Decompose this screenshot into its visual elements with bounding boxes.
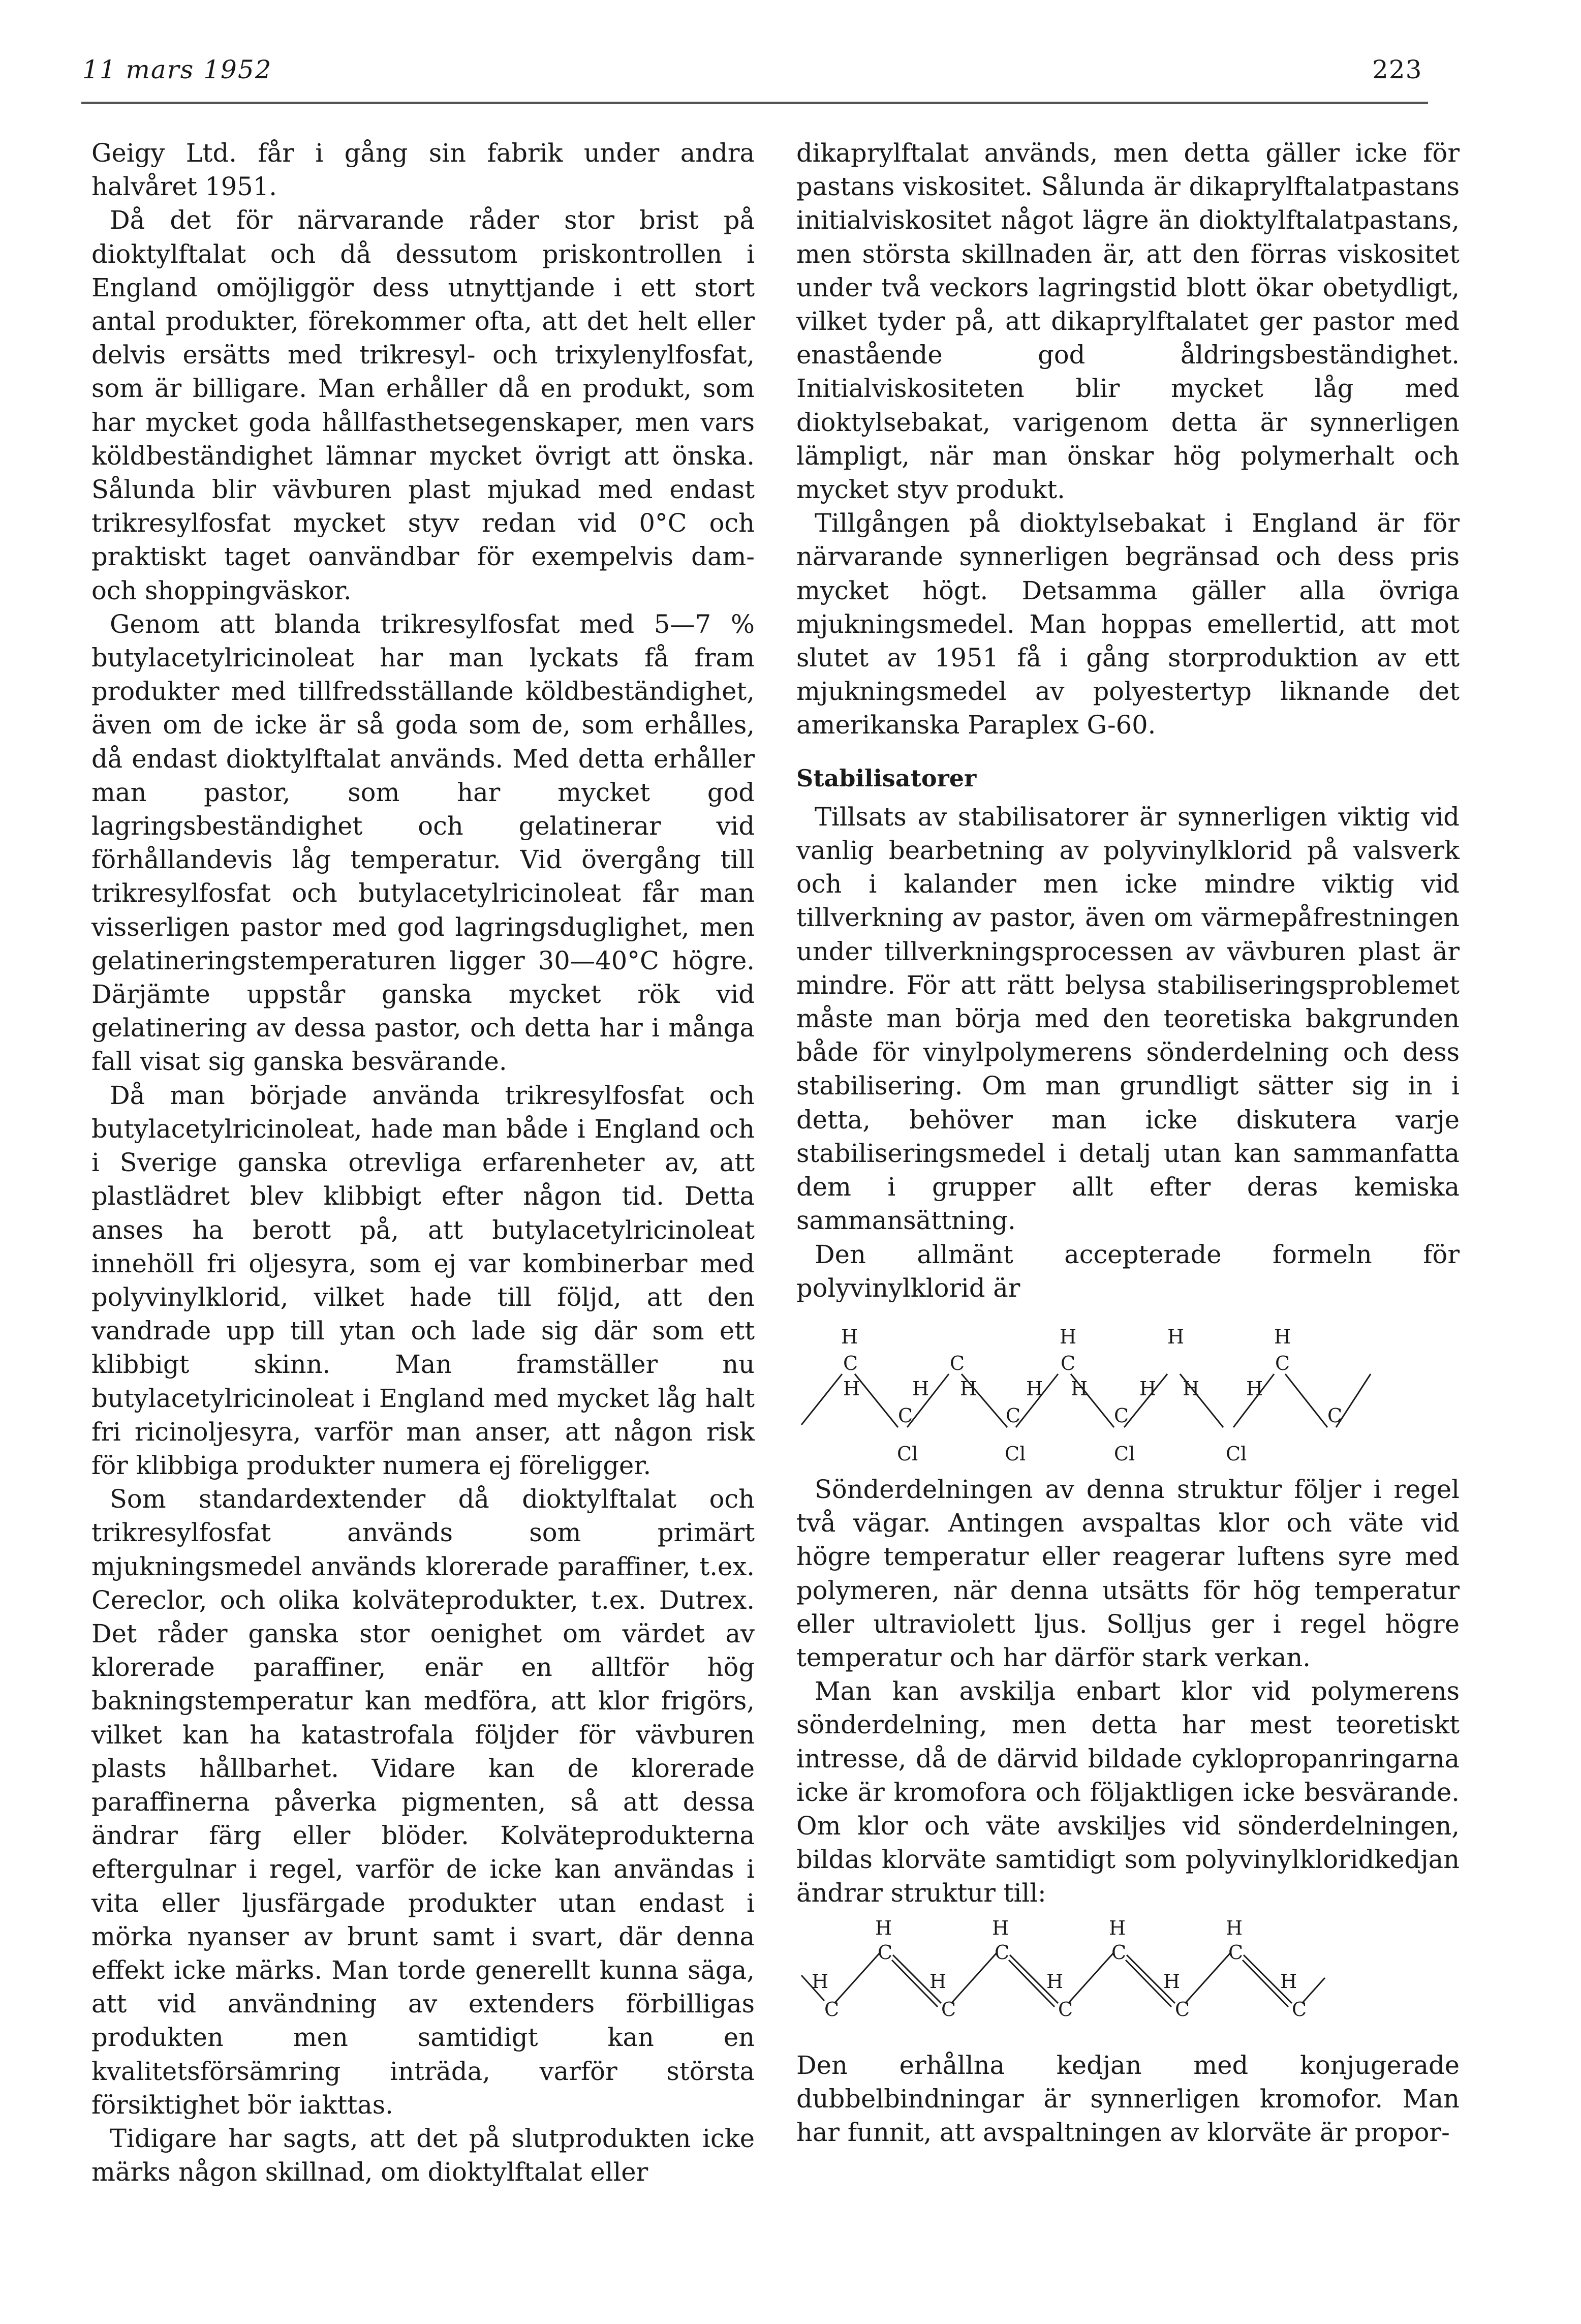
formula1-cl: Cl <box>1226 1442 1247 1465</box>
header-date: 11 mars 1952 <box>82 55 272 84</box>
formula1-lower-c: C <box>898 1404 913 1427</box>
formula2-upper-c: C <box>1111 1941 1127 1964</box>
formula1-lower-c: C <box>1327 1404 1343 1427</box>
formula2-top-h: H <box>992 1916 1009 1939</box>
right-column <box>796 136 1460 2149</box>
formula2-mid-h: H <box>812 1970 829 1993</box>
formula1-top-h: H <box>1274 1325 1291 1348</box>
formula2-upper-c: C <box>1228 1941 1244 1964</box>
section-heading: Stabilisatorer <box>796 764 977 792</box>
pvc-formula <box>796 1313 1460 1471</box>
formula2-top-h: H <box>1109 1916 1126 1939</box>
conjugated-chain-diagram <box>796 1914 1460 2041</box>
formula1-side-h: H <box>1071 1377 1088 1400</box>
paragraph: Som standardextender då dioktylftalat och trikresylfosfat används som primärt mjukningsmedel används klorerade paraffiner, t.ex. Cereclor, och olika kolväteprodukter, t.ex. Dutrex. Det råder ganska stor oenighet om värdet av klorerade paraffiner, enär en alltför hög bakningstemperatur kan medföra, att klor frigörs, vilket kan ha katastrofala följder för vävburen plasts hållbarhet. Vidare kan de klorerade paraffinerna påverka pigmenten, så att dessa ändrar färg eller blöder. Kolväteprodukterna eftergulnar i regel, varför de icke kan användas i vita eller ljusfärgade produkter utan endast i mörka nyanser av brunt samt i svart, där denna effekt icke märks. Man torde generellt kunna säga, att vid användning av extenders förbilligas produkten men samtidigt kan en kvalitetsförsämring inträda, varför största försiktighet bör iakttas. <box>91 1484 755 2120</box>
paragraph: Tillsats av stabilisatorer är synnerligen viktig vid vanlig bearbetning av polyvinylklorid på valsverk och i kalander men icke mindre viktig vid tillverkning av pastor, även om värmepåfrestningen under tillverkningsprocessen av vävburen plast är mindre. För att rätt belysa stabiliseringsproblemet måste man börja med den teoretiska bakgrunden både för vinylpolymerens sönderdelning och dess stabilisering. Om man grundligt sätter sig in i detta, behöver man icke diskutera varje stabiliseringsmedel i detalj utan kan sammanfatta dem i grupper allt efter deras kemiska sammansättning. <box>796 802 1460 1236</box>
paragraph: Genom att blanda trikresylfosfat med 5—7 % butylacetylricinoleat har man lyckats få fram produkter med tillfredsställande köldbeständighet, även om de icke är så goda som de, som erhålles, då endast dioktylftalat används. Med detta erhåller man pastor, som har mycket god lagringsbeständighet och gelatinerar vid förhållandevis låg temperatur. Vid övergång till trikresylfosfat och butylacetylricinoleat får man visserligen pastor med god lagringsduglighet, men gelatineringstemperaturen ligger 30—40°C högre. Därjämte uppstår ganska mycket rök vid gelatinering av dessa pastor, och detta har i många fall visat sig ganska besvärande. <box>91 609 755 1077</box>
paragraph: dikaprylftalat används, men detta gäller icke för pastans viskositet. Sålunda är dikaprylftalatpastans initialviskositet något lägre än dioktylftalatpastans, men största skillnaden är, att den förras viskositet under två veckors lagringstid blott ökar obetydligt, vilket tyder på, att dikaprylftalatet ger pastor med enastående god åldringsbeständighet. Initialviskositeten blir mycket låg med dioktylsebakat, varigenom detta är synnerligen lämpligt, när man önskar hög polymerhalt och mycket styv produkt. <box>796 138 1460 505</box>
formula2-lower-c: C <box>824 1998 840 2021</box>
formula1-side-h: H <box>1026 1377 1043 1400</box>
formula1-upper-c: C <box>1275 1352 1290 1374</box>
formula1-cl: Cl <box>897 1442 918 1465</box>
formula1-side-h: H <box>1183 1377 1200 1400</box>
formula1-cl: Cl <box>1005 1442 1026 1465</box>
formula2-mid-h: H <box>929 1970 947 1993</box>
paragraph: Tidigare har sagts, att det på slutprodukten icke märks någon skillnad, om dioktylftalat eller <box>91 2123 755 2187</box>
formula1-cl: Cl <box>1114 1442 1135 1465</box>
left-column <box>91 136 755 2189</box>
formula1-side-h: H <box>912 1377 929 1400</box>
formula2-top-h: H <box>1226 1916 1243 1939</box>
formula1-side-h: H <box>1246 1377 1263 1400</box>
paragraph: Då det för närvarande råder stor brist på dioktylftalat och då dessutom priskontrollen i England omöjliggör dess utnyttjande i ett stort antal produkter, förekommer ofta, att det helt eller delvis ersätts med trikresyl- och trixylenylfosfat, som är billigare. Man erhåller då en produkt, som har mycket goda hållfasthetsegenskaper, men vars köldbeständighet lämnar mycket övrigt att önska. Sålunda blir vävburen plast mjukad med endast trikresylfosfat mycket styv redan vid 0°C och praktiskt taget oanvändbar för exempelvis dam- och shoppingväskor. <box>91 205 755 605</box>
pvc-formula-diagram <box>796 1313 1460 1471</box>
paragraph: Sönderdelningen av denna struktur följer i regel två vägar. Antingen avspaltas klor och väte vid högre temperatur eller reagerar luftens syre med polymeren, när denna utsätts för hög temperatur eller ultraviolett ljus. Solljus ger i regel högre temperatur och har därför stark verkan. <box>796 1474 1460 1672</box>
formula2-mid-h: H <box>1280 1970 1297 1993</box>
formula2-mid-h: H <box>1163 1970 1181 1993</box>
formula1-upper-c: C <box>950 1352 965 1374</box>
formula1-side-h: H <box>1139 1377 1157 1400</box>
paragraph: Tillgången på dioktylsebakat i England är för närvarande synnerligen begränsad och dess pris mycket högt. Detsamma gäller alla övriga mjukningsmedel. Man hoppas emellertid, att mot slutet av 1951 få i gång storproduktion av ett mjukningsmedel av polyestertyp liknande det amerikanska Paraplex G-60. <box>796 508 1460 740</box>
formula1-lower-c: C <box>1114 1404 1129 1427</box>
formula2-top-h: H <box>875 1916 892 1939</box>
paragraph: Geigy Ltd. får i gång sin fabrik under andra halvåret 1951. <box>91 138 755 202</box>
formula1-upper-c: C <box>1061 1352 1076 1374</box>
formula1-lower-c: C <box>1006 1404 1021 1427</box>
conjugated-chain-formula <box>796 1914 1460 2041</box>
formula1-top-h: H <box>1167 1325 1185 1348</box>
formula2-lower-c: C <box>1058 1998 1073 2021</box>
formula1-upper-c: C <box>843 1352 858 1374</box>
formula2-lower-c: C <box>1175 1998 1190 2021</box>
formula2-lower-c: C <box>1292 1998 1307 2021</box>
formula1-top-h: H <box>841 1325 858 1348</box>
formula2-mid-h: H <box>1046 1970 1064 1993</box>
formula1-top-h: H <box>1060 1325 1077 1348</box>
formula1-side-h: H <box>843 1377 860 1400</box>
paragraph: Den allmänt accepterade formeln för polyvinylklorid är <box>796 1239 1460 1303</box>
formula2-lower-c: C <box>941 1998 956 2021</box>
paragraph: Då man började använda trikresylfosfat och butylacetylricinoleat, hade man både i England och i Sverige ganska otrevliga erfarenheter av, att plastlädret blev klibbigt efter någon tid. Detta anses ha berott på, att butylacetylricinoleat innehöll fri oljesyra, som ej var kombinerbar med polyvinylklorid, vilket hade till följd, att den vandrade upp till ytan och lade sig där som ett klibbigt skinn. Man framställer nu butylacetylricinoleat i England med mycket låg halt fri ricinoljesyra, varför man anser, att någon risk för klibbiga produkter numera ej föreligger. <box>91 1080 755 1480</box>
paragraph: Man kan avskilja enbart klor vid polymerens sönderdelning, men detta har mest teoretiskt intresse, då de därvid bildade cyklopropanringarna icke är kromofora och följaktligen icke besvärande. Om klor och väte avskiljes vid sönderdelningen, bildas klorväte samtidigt som polyvinylkloridkedjan ändrar struktur till: <box>796 1676 1460 1908</box>
header-rule <box>81 102 1428 104</box>
formula2-upper-c: C <box>878 1941 893 1964</box>
formula2-upper-c: C <box>995 1941 1010 1964</box>
formula1-side-h: H <box>960 1377 977 1400</box>
paragraph: Den erhållna kedjan med konjugerade dubbelbindningar är synnerligen kromofor. Man har funnit, att avspaltningen av klorväte är propor- <box>796 2050 1460 2147</box>
page-number: 223 <box>1372 55 1422 84</box>
